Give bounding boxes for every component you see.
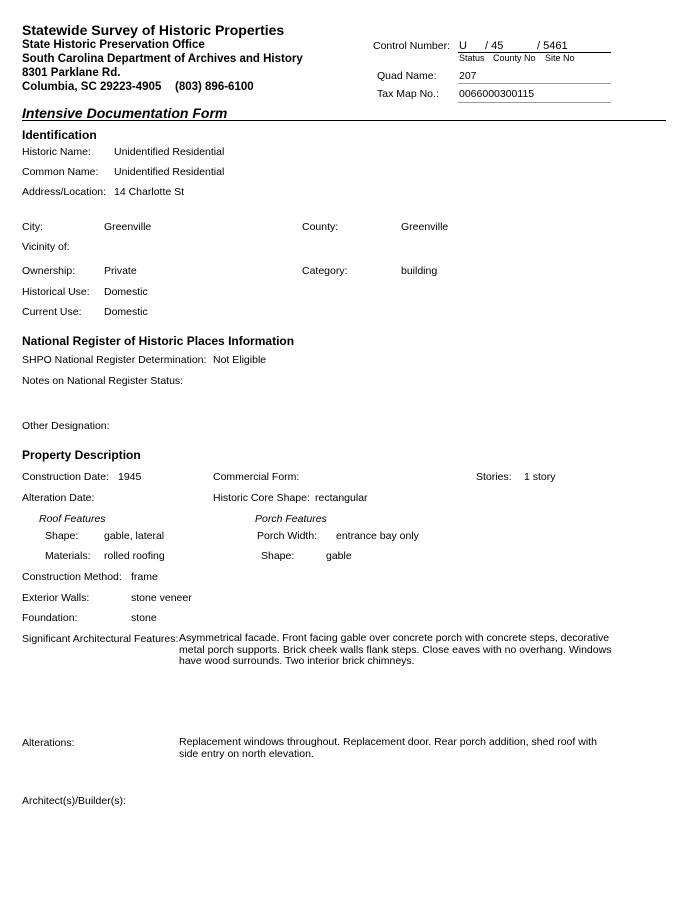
address-value: 14 Charlotte St: [114, 186, 185, 198]
tax-map-label: Tax Map No.:: [377, 88, 439, 100]
identification-heading: Identification: [22, 128, 97, 142]
county-no-caption: County No: [493, 53, 536, 63]
alterations-text: Replacement windows throughout. Replacement door. Rear porch addition, shed roof with side entry on north elevation.: [179, 736, 597, 760]
architect-builder-label: Architect(s)/Builder(s):: [22, 795, 126, 807]
roof-shape-label: Shape:: [45, 530, 79, 542]
department-name: South Carolina Department of Archives and History: [22, 53, 303, 65]
foundation-label: Foundation:: [22, 612, 78, 624]
vicinity-label: Vicinity of:: [22, 241, 70, 253]
city-state-zip: Columbia, SC 29223-4905: [22, 81, 162, 93]
porch-width-label: Porch Width:: [257, 530, 318, 542]
common-name-value: Unidentified Residential: [114, 166, 225, 178]
historic-name-label: Historic Name:: [22, 146, 91, 158]
shpo-determination-value: Not Eligible: [213, 354, 267, 366]
significant-features-text: Asymmetrical facade. Front facing gable over concrete porch with concrete steps, decorative metal porch supports. Brick cheek walls flank steps. Close eaves with no overhang. Windows have wood surrounds. Two interior brick chimneys.: [179, 632, 612, 667]
porch-width-value: entrance bay only: [336, 530, 419, 542]
porch-shape-value: gable: [326, 550, 352, 562]
street-address: 8301 Parklane Rd.: [22, 67, 121, 79]
other-designation-label: Other Designation:: [22, 420, 110, 432]
alterations-label: Alterations:: [22, 737, 75, 749]
commercial-form-label: Commercial Form:: [213, 471, 300, 483]
current-use-value: Domestic: [104, 306, 148, 318]
core-shape-label: Historic Core Shape:: [213, 492, 310, 504]
historical-use-value: Domestic: [104, 286, 148, 298]
address-label: Address/Location:: [22, 186, 107, 198]
form-title-rule: [22, 120, 666, 121]
national-register-heading: National Register of Historic Places Information: [22, 334, 295, 348]
roof-shape-value: gable, lateral: [104, 530, 165, 542]
porch-shape-label: Shape:: [261, 550, 295, 562]
control-site-value: / 5461: [537, 40, 568, 52]
exterior-walls-label: Exterior Walls:: [22, 592, 90, 604]
status-caption: Status: [459, 53, 485, 63]
significant-features-label: Significant Architectural Features:: [22, 633, 179, 645]
survey-title: Statewide Survey of Historic Properties: [22, 22, 285, 38]
construction-method-label: Construction Method:: [22, 571, 122, 583]
nr-notes-label: Notes on National Register Status:: [22, 375, 184, 387]
phone-number: (803) 896-6100: [175, 81, 254, 93]
city-value: Greenville: [104, 221, 152, 233]
historic-name-value: Unidentified Residential: [114, 146, 225, 158]
foundation-value: stone: [131, 612, 157, 624]
tax-map-rule: [458, 102, 611, 103]
construction-method-value: frame: [131, 571, 158, 583]
core-shape-value: rectangular: [315, 492, 368, 504]
stories-value: 1 story: [524, 471, 556, 483]
city-label: City:: [22, 221, 43, 233]
historical-use-label: Historical Use:: [22, 286, 90, 298]
shpo-determination-label: SHPO National Register Determination:: [22, 354, 207, 366]
category-value: building: [401, 265, 438, 277]
ownership-value: Private: [104, 265, 137, 277]
construction-date-label: Construction Date:: [22, 471, 109, 483]
tax-map-value: 0066000300115: [459, 88, 535, 100]
form-title: Intensive Documentation Form: [22, 105, 228, 121]
roof-materials-value: rolled roofing: [104, 550, 165, 562]
property-description-heading: Property Description: [22, 448, 141, 462]
control-county-value: / 45: [485, 40, 504, 52]
site-no-caption: Site No: [545, 53, 575, 63]
quad-name-value: 207: [459, 70, 477, 82]
exterior-walls-value: stone veneer: [131, 592, 192, 604]
quad-name-rule: [458, 83, 611, 84]
alteration-date-label: Alteration Date:: [22, 492, 95, 504]
ownership-label: Ownership:: [22, 265, 76, 277]
current-use-label: Current Use:: [22, 306, 82, 318]
roof-features-heading: Roof Features: [39, 513, 106, 525]
category-label: Category:: [302, 265, 348, 277]
control-number-label: Control Number:: [373, 40, 451, 52]
office-name: State Historic Preservation Office: [22, 39, 205, 51]
porch-features-heading: Porch Features: [255, 513, 327, 525]
county-label: County:: [302, 221, 339, 233]
quad-name-label: Quad Name:: [377, 70, 437, 82]
construction-date-value: 1945: [118, 471, 142, 483]
common-name-label: Common Name:: [22, 166, 99, 178]
control-status-value: U: [459, 40, 467, 52]
stories-label: Stories:: [476, 471, 512, 483]
roof-materials-label: Materials:: [45, 550, 91, 562]
county-value: Greenville: [401, 221, 449, 233]
